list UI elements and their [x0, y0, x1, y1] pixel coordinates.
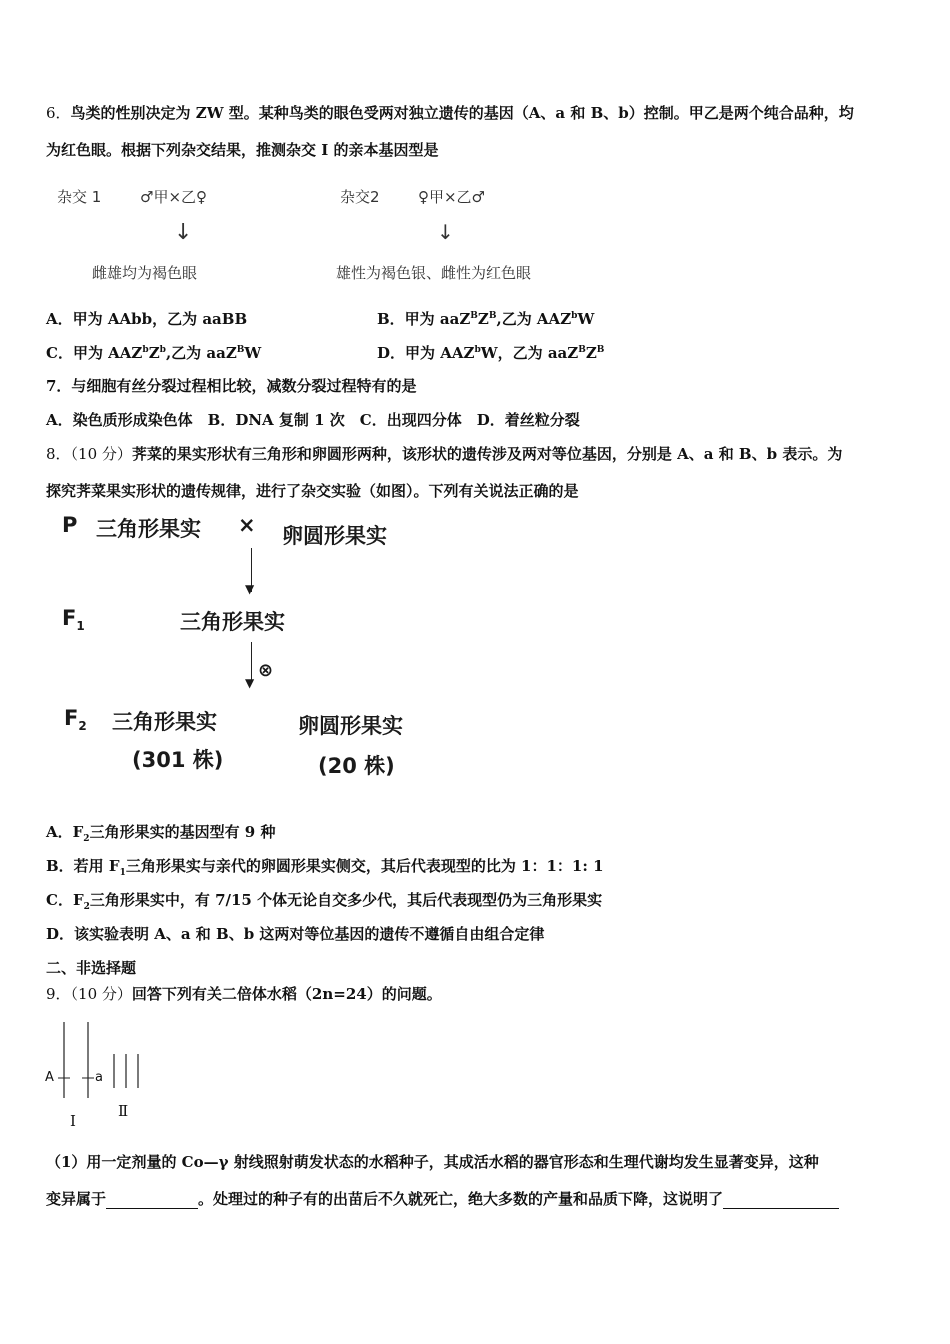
- self-cross-icon: ⊗: [258, 660, 274, 681]
- q9-part1-line1: （1）用一定剂量的 Co—γ 射线照射萌发状态的水稻种子，其成活水稻的器官形态和生理代谢均发生显著变异，这种: [46, 1153, 819, 1171]
- gene-a-label: a: [95, 1070, 103, 1085]
- answer-blank-1[interactable]: [106, 1194, 198, 1209]
- cross2-arrow: ↓: [437, 220, 454, 244]
- q8-number: 8．（10 分）: [46, 445, 132, 463]
- q8-line1: [46, 444, 842, 464]
- q6-number: 6．: [46, 104, 71, 122]
- answer-blank-2[interactable]: [723, 1194, 839, 1209]
- f2-right-count: (20 株): [318, 754, 395, 778]
- arrow-head-2: ▼: [245, 676, 255, 690]
- q8-line2: 探究荠菜果实形状的遗传规律，进行了杂交实验（如图）。下列有关说法正确的是: [46, 482, 579, 500]
- q6-stem-1: 鸟类的性别决定为 ZW 型。某种鸟类的眼色受两对独立遗传的基因（A、a 和 B、b）控制。甲乙是两个纯合品种，均: [70, 104, 854, 122]
- p-right: 卵圆形果实: [282, 524, 387, 548]
- section-heading: 二、非选择题: [46, 959, 137, 977]
- q6-option-c: C．甲为 $AAZ^bZ^b$,乙为 aaZ$^B$W: [46, 344, 262, 362]
- f2-label: $F_2$: [64, 706, 87, 734]
- chromosome-diagram: [40, 1018, 170, 1138]
- f1-label: $F_1$: [62, 606, 85, 634]
- q9-stem: 回答下列有关二倍体水稻（2n=24）的问题。: [131, 985, 442, 1003]
- q8-option-b: B．若用 $F_1$三角形果实与亲代的卵圆形果实侧交，其后代表现型的比为 1：1：1: 1: [46, 857, 604, 878]
- cross1-result: 雌雄均为褐色眼: [92, 264, 198, 282]
- cross-symbol: ×: [238, 513, 256, 537]
- q8-option-a: A．$F_2$三角形果实的基因型有 9 种: [46, 823, 276, 844]
- group-I-label: Ⅰ: [70, 1112, 76, 1130]
- f2-left-count: (301 株): [132, 748, 224, 772]
- q6-line2: 为红色眼。根据下列杂交结果，推测杂交 I 的亲本基因型是: [46, 141, 439, 159]
- q8-option-c: C．$F_2$三角形果实中，有 7/15 个体无论自交多少代，其后代表现型仍为三角形果实: [46, 891, 603, 912]
- q8-option-d: D．该实验表明 A、a 和 B、b 这两对等位基因的遗传不遵循自由组合定律: [46, 925, 545, 943]
- arrow-head-1: ▼: [245, 582, 255, 596]
- f1-result: 三角形果实: [180, 610, 285, 634]
- f2-left: 三角形果实: [112, 710, 217, 734]
- cross1-label: 杂交 1: [57, 188, 102, 206]
- q6-option-d: D．甲为 AAZ$^b$W，乙为 $aaZ^BZ^B$: [377, 344, 605, 362]
- cross2-result: 雄性为褐色银、雌性为红色眼: [336, 264, 532, 282]
- q7-stem: 7．与细胞有丝分裂过程相比较，减数分裂过程特有的是: [46, 377, 417, 395]
- p-label: P: [62, 513, 78, 537]
- cross2-label: 杂交2: [340, 188, 380, 206]
- q6-option-b: B．甲为 $aaZ^BZ^B$,乙为 AAZ$^b$W: [377, 310, 595, 328]
- q6-option-a: A．甲为 AAbb，乙为 aaBB: [46, 310, 248, 328]
- q7-options: A．染色质形成染色体 B．DNA 复制 1 次 C．出现四分体 D．着丝粒分裂: [46, 411, 580, 429]
- cross2-parents: ♀甲×乙♂: [418, 188, 486, 206]
- group-II-label: Ⅱ: [118, 1102, 129, 1120]
- f2-right: 卵圆形果实: [298, 714, 403, 738]
- q9-part1-line2: 变异属于 。处理过的种子有的出苗后不久就死亡，绝大多数的产量和品质下降，这说明了: [46, 1189, 839, 1209]
- p-left: 三角形果实: [96, 517, 201, 541]
- q9-number: 9．（10 分）: [46, 985, 132, 1003]
- cross1-parents: ♂甲×乙♀: [140, 188, 208, 206]
- q8-stem-1: 荠菜的果实形状有三角形和卵圆形两种，该形状的遗传涉及两对等位基因，分别是 A、a 和 B、b 表示。为: [131, 445, 843, 463]
- q9-line1: [46, 984, 442, 1004]
- gene-A-label: A: [45, 1070, 54, 1085]
- cross1-arrow: ↓: [174, 220, 193, 245]
- q6-line1: [46, 103, 854, 123]
